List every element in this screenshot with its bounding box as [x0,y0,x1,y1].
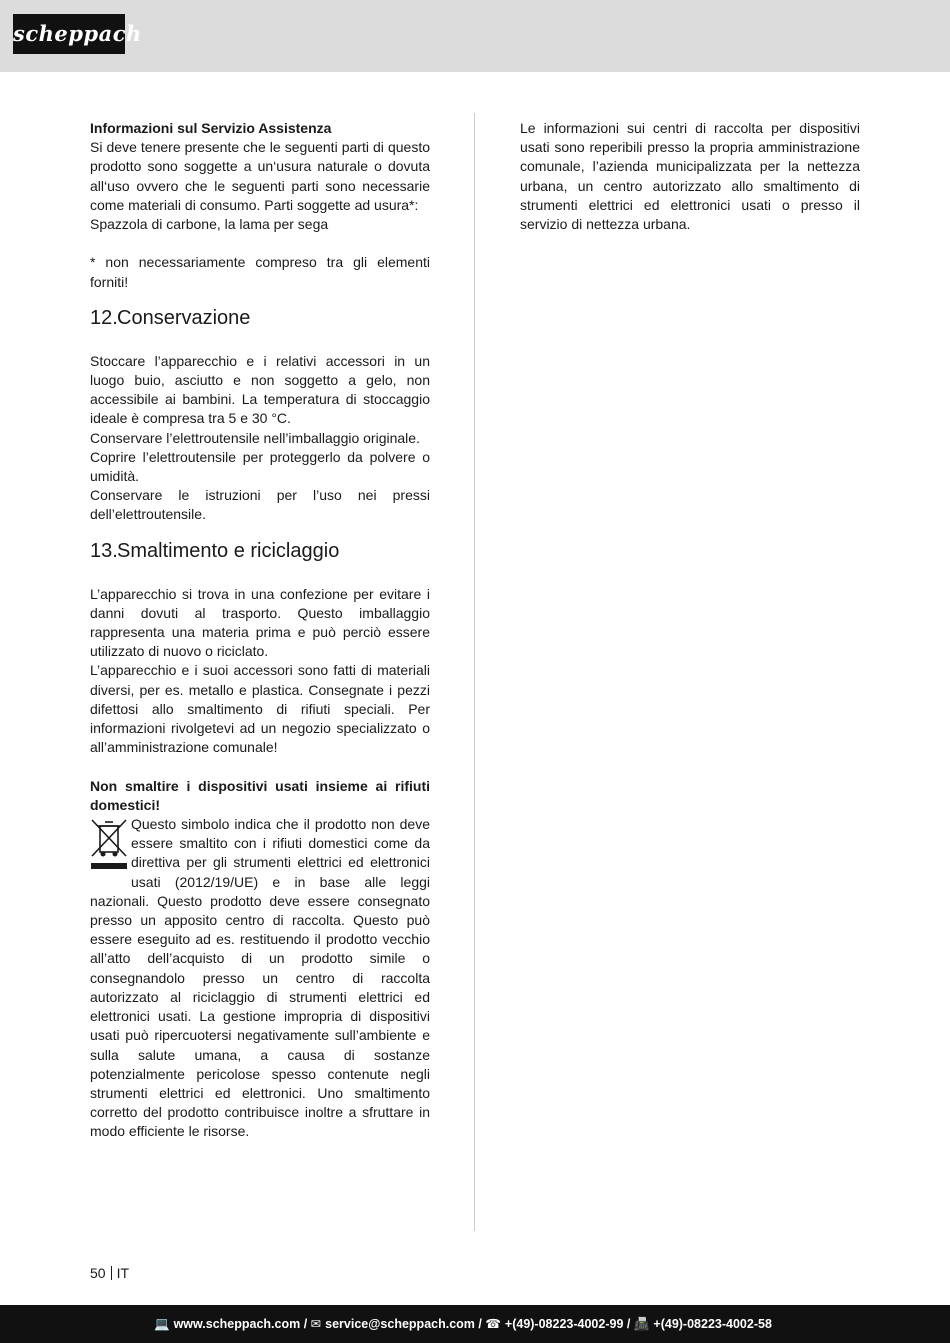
scheppach-logo: scheppach [13,14,125,54]
phone-icon: ☎ [485,1317,501,1331]
page-number [90,1264,129,1283]
contact-separator: / [474,1317,486,1331]
disposal-warning-heading: Non smaltire i dispositivi usati insieme ai rifiuti domestici! [90,777,430,813]
wear-parts: Spazzola di carbone, la lama per sega [90,216,329,233]
collection-info-text: Le informazioni sui centri di raccolta per dispositivi usati sono reperibili presso la propria amministrazione comunale, l’azienda municipalizzata per la nettezza urbana, un centro autorizzato allo smaltimento di strumenti elettrici ed elettronici usati o presso il servizio di nettezza urbana. [520,120,860,233]
right-column [520,119,860,234]
computer-icon: 💻 [154,1317,170,1331]
fax-number: +(49)-08223-4002-58 [653,1317,772,1331]
service-heading: Informazioni sul Servizio Assistenza [90,120,332,136]
phone-number: +(49)-08223-4002-99 [504,1317,624,1331]
crossed-out-wheelie-bin-icon [90,816,128,874]
footnote: * non necessariamente compreso tra gli elementi forniti! [90,254,430,290]
page-number-value: 50 [90,1265,106,1281]
section-13-title: Smaltimento e riciclaggio [117,539,340,562]
weee-text: Questo simbolo indica che il prodotto non deve essere smaltito con i rifiuti domestici come da direttiva per gli strumenti elettrici ed elettronici usati (2012/19/UE) e in base alle leggi nazionali. Questo prodotto deve essere consegnato presso un apposito centro di raccolta. Questo può essere eseguito ad es. restituendo il prodotto vecchio all’atto dell’acquisto di un prodotto simile o consegnandolo presso un centro di raccolta autorizzato al riciclaggio di strumenti elettrici ed elettronici usati. La gestione impropria di dispositivi usati può ripercuotersi negativamente sull’ambiente e sulla salute umana, a causa di sostanze potenzialmente pericolose spesso contenute negli strumenti elettrici ed elettronici. Uno smaltimento corretto del prodotto contribuisce inoltre a sfruttare in modo efficiente le risorse. [90,816,430,1140]
section-12-heading [90,306,430,330]
section-13-number: 13. [90,539,118,562]
email-icon: ✉ [310,1317,322,1331]
page-separator [111,1266,112,1280]
section-13-paragraph: L’apparecchio e i suoi accessori sono fatti di materiali diversi, per es. metallo e plastica. Consegnate i pezzi difettosi allo smaltimento di rifiuti speciali. Per informazioni rivolgetevi ad un negozio specializzato o all’amministrazione comunale! [90,662,430,756]
section-13-heading [90,539,430,563]
weee-paragraph [90,815,430,1141]
section-12-paragraph: Stoccare l’apparecchio e i relativi accessori in un luogo buio, asciutto e non soggetto a gelo, non accessibile ai bambini. La temperatura di stoccaggio ideale è compresa tra 5 e 30 °C. [90,352,430,427]
section-12-number: 12. [90,306,118,329]
service-text: Si deve tenere presente che le seguenti parti di questo prodotto sono soggette a un‘usura naturale o dovuta all‘uso ovvero che le seguenti parti sono necessarie come materiali di consumo. Parti soggette ad usura*: [90,139,430,213]
column-divider [474,113,475,1231]
left-column [90,119,430,1142]
fax-icon: 📠 [633,1317,650,1331]
contact-bar [0,1305,950,1343]
contact-separator: / [300,1317,311,1331]
section-12-paragraph: Conservare l’elettroutensile nell’imballaggio originale. [90,429,420,446]
section-12-paragraph: Conservare le istruzioni per l’uso nei pressi dell’elettroutensile. [90,487,430,523]
section-12-title: Conservazione [117,306,251,329]
contact-separator: / [623,1317,634,1331]
email-link[interactable]: service@scheppach.com [325,1317,475,1331]
section-12-paragraph: Coprire l’elettroutensile per proteggerlo da polvere o umidità. [90,448,430,485]
language-code: IT [116,1265,130,1281]
header-bar [0,0,950,72]
section-13-paragraph: L’apparecchio si trova in una confezione per evitare i danni dovuti al trasporto. Questo imballaggio rappresenta una materia prima e può perciò essere utilizzato di nuovo o riciclato. [90,585,430,660]
website-link[interactable]: www.scheppach.com [173,1317,301,1331]
